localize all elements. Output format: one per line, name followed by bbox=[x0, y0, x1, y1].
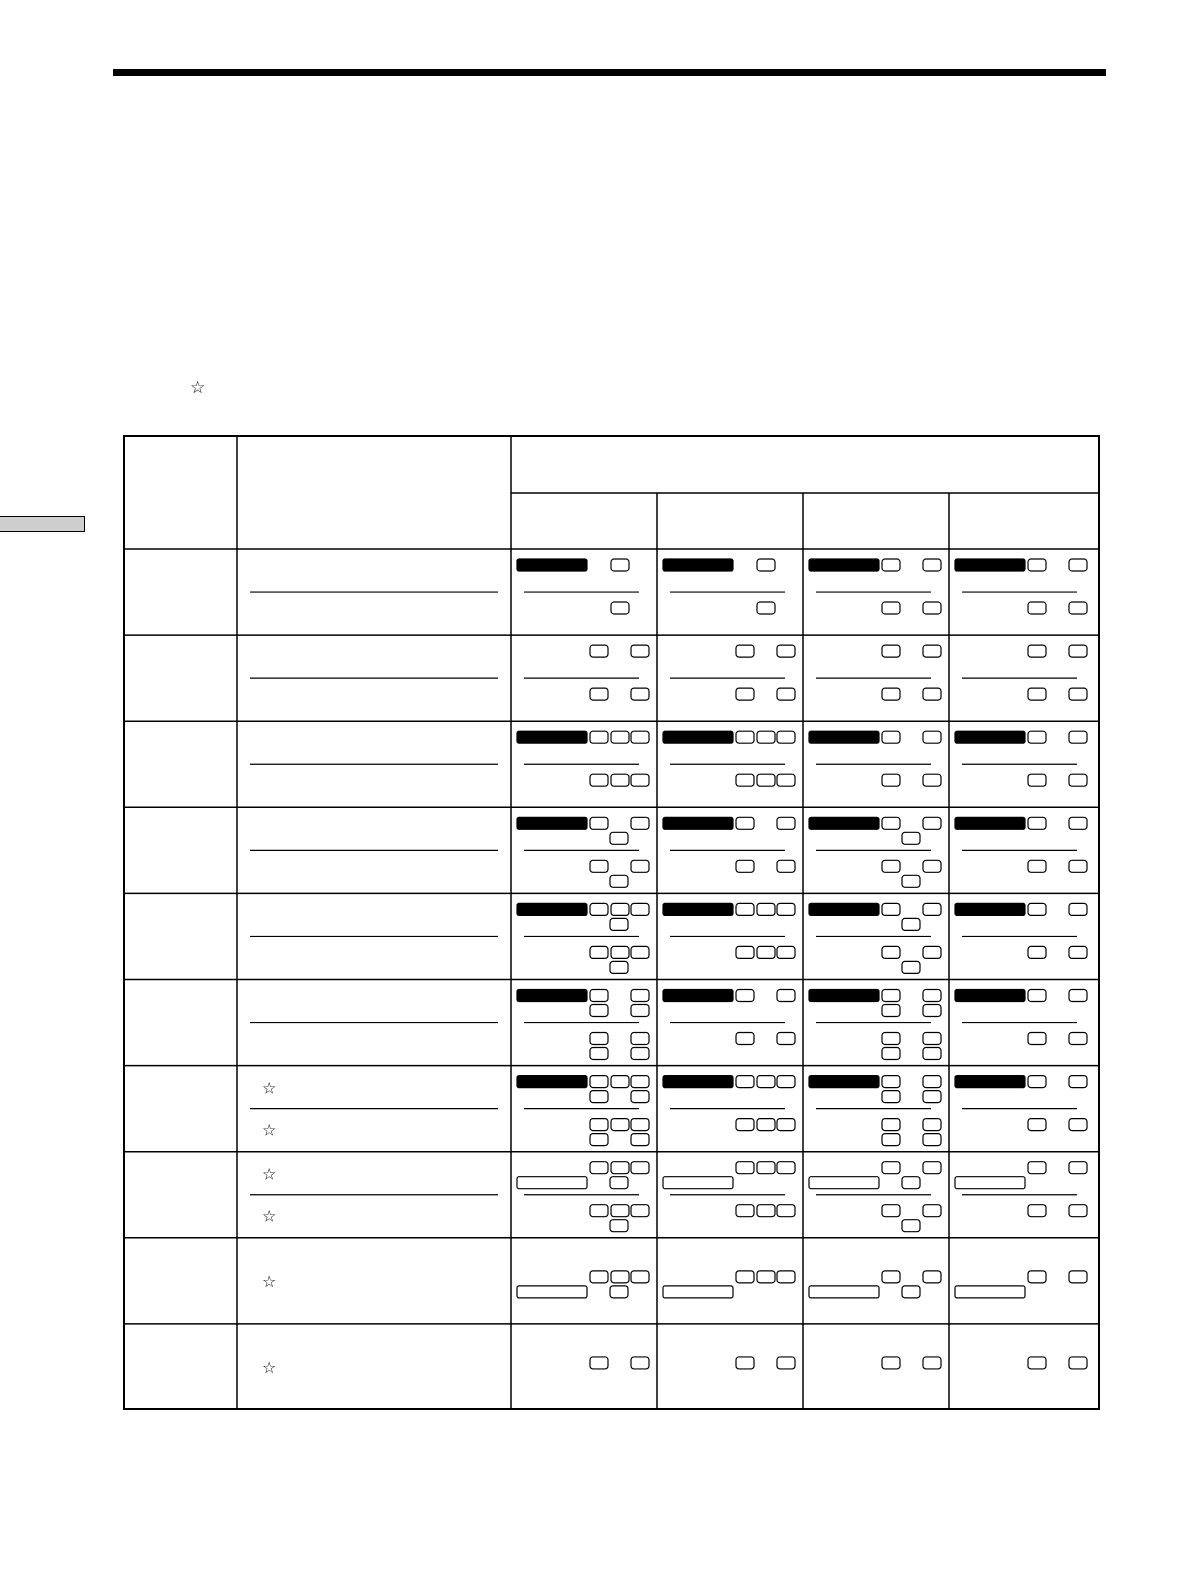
key-box bbox=[590, 946, 608, 958]
key-box bbox=[590, 731, 608, 743]
key-box bbox=[757, 774, 775, 786]
key-box bbox=[590, 990, 608, 1002]
filled-bar-segment bbox=[809, 903, 879, 915]
key-box bbox=[902, 1177, 920, 1189]
key-box bbox=[631, 774, 649, 786]
key-box bbox=[777, 817, 795, 829]
key-box bbox=[736, 688, 754, 700]
key-box bbox=[923, 1119, 941, 1131]
key-box bbox=[1028, 946, 1046, 958]
key-box bbox=[1028, 903, 1046, 915]
key-box bbox=[882, 1205, 900, 1217]
key-box bbox=[1028, 774, 1046, 786]
key-box bbox=[757, 559, 775, 571]
filled-bar-segment bbox=[517, 903, 587, 915]
filled-bar-segment bbox=[517, 559, 587, 571]
key-box bbox=[923, 731, 941, 743]
key-box bbox=[590, 1271, 608, 1283]
key-box bbox=[631, 860, 649, 872]
key-box bbox=[631, 731, 649, 743]
outline-bar-segment bbox=[955, 1177, 1025, 1189]
filled-bar-segment bbox=[955, 1076, 1025, 1088]
key-box bbox=[610, 1220, 628, 1232]
key-box bbox=[757, 602, 775, 614]
key-box bbox=[736, 1162, 754, 1174]
key-box bbox=[610, 875, 628, 887]
key-box bbox=[882, 645, 900, 657]
key-box bbox=[611, 946, 629, 958]
key-box bbox=[882, 1271, 900, 1283]
filled-bar-segment bbox=[809, 559, 879, 571]
key-box bbox=[1069, 1119, 1087, 1131]
key-box bbox=[777, 1205, 795, 1217]
key-box bbox=[777, 1076, 795, 1088]
key-box bbox=[777, 1162, 795, 1174]
star-outline-icon: ☆ bbox=[262, 1357, 277, 1377]
key-box bbox=[1069, 946, 1087, 958]
star-outline-icon: ☆ bbox=[262, 1206, 277, 1226]
key-box bbox=[590, 860, 608, 872]
key-box bbox=[631, 1205, 649, 1217]
key-box bbox=[902, 918, 920, 930]
key-box bbox=[1069, 1076, 1087, 1088]
key-box bbox=[923, 946, 941, 958]
key-box bbox=[590, 1005, 608, 1017]
key-box bbox=[882, 731, 900, 743]
key-box bbox=[923, 774, 941, 786]
key-box bbox=[777, 731, 795, 743]
key-box bbox=[882, 602, 900, 614]
key-box bbox=[1028, 1119, 1046, 1131]
outline-bar-segment bbox=[955, 1286, 1025, 1298]
key-box bbox=[1028, 602, 1046, 614]
key-box bbox=[1069, 860, 1087, 872]
filled-bar-segment bbox=[663, 559, 733, 571]
key-box bbox=[611, 1119, 629, 1131]
key-box bbox=[736, 774, 754, 786]
key-box bbox=[902, 1220, 920, 1232]
key-box bbox=[923, 817, 941, 829]
segment-display-table bbox=[123, 435, 1100, 1410]
key-box bbox=[923, 1091, 941, 1103]
key-box bbox=[1028, 1162, 1046, 1174]
key-box bbox=[631, 1271, 649, 1283]
key-box bbox=[736, 645, 754, 657]
key-box bbox=[611, 602, 629, 614]
key-box bbox=[923, 903, 941, 915]
filled-bar-segment bbox=[517, 1076, 587, 1088]
key-box bbox=[923, 688, 941, 700]
outline-bar-segment bbox=[517, 1286, 587, 1298]
key-box bbox=[923, 990, 941, 1002]
key-box bbox=[1028, 645, 1046, 657]
filled-bar-segment bbox=[663, 731, 733, 743]
key-box bbox=[923, 559, 941, 571]
key-box bbox=[590, 645, 608, 657]
key-box bbox=[1028, 1205, 1046, 1217]
key-box bbox=[590, 1205, 608, 1217]
key-box bbox=[736, 1357, 754, 1369]
key-box bbox=[777, 1357, 795, 1369]
key-box bbox=[1028, 990, 1046, 1002]
key-box bbox=[1028, 817, 1046, 829]
filled-bar-segment bbox=[517, 731, 587, 743]
key-box bbox=[631, 1076, 649, 1088]
key-box bbox=[590, 1119, 608, 1131]
key-box bbox=[610, 1177, 628, 1189]
key-box bbox=[631, 1162, 649, 1174]
key-box bbox=[631, 1033, 649, 1045]
key-box bbox=[1069, 1357, 1087, 1369]
key-box bbox=[1069, 731, 1087, 743]
filled-bar-segment bbox=[955, 817, 1025, 829]
key-box bbox=[611, 1076, 629, 1088]
key-box bbox=[631, 903, 649, 915]
key-box bbox=[590, 688, 608, 700]
key-box bbox=[590, 1076, 608, 1088]
key-box bbox=[757, 1205, 775, 1217]
key-box bbox=[923, 1134, 941, 1146]
filled-bar-segment bbox=[955, 731, 1025, 743]
key-box bbox=[736, 817, 754, 829]
key-box bbox=[777, 903, 795, 915]
key-box bbox=[1028, 860, 1046, 872]
key-box bbox=[631, 1048, 649, 1060]
key-box bbox=[882, 946, 900, 958]
key-box bbox=[882, 1162, 900, 1174]
star-outline-icon: ☆ bbox=[262, 1271, 277, 1291]
key-box bbox=[882, 1091, 900, 1103]
key-box bbox=[923, 1162, 941, 1174]
key-box bbox=[631, 688, 649, 700]
key-box bbox=[1069, 990, 1087, 1002]
filled-bar-segment bbox=[517, 817, 587, 829]
key-box bbox=[923, 1048, 941, 1060]
key-box bbox=[923, 860, 941, 872]
star-outline-icon: ☆ bbox=[262, 1120, 277, 1140]
key-box bbox=[882, 990, 900, 1002]
key-box bbox=[882, 1357, 900, 1369]
key-box bbox=[923, 1357, 941, 1369]
filled-bar-segment bbox=[663, 990, 733, 1002]
filled-bar-segment bbox=[663, 817, 733, 829]
key-box bbox=[631, 1357, 649, 1369]
key-box bbox=[610, 832, 628, 844]
key-box bbox=[882, 1134, 900, 1146]
key-box bbox=[757, 1119, 775, 1131]
key-box bbox=[590, 1357, 608, 1369]
key-box bbox=[923, 1005, 941, 1017]
key-box bbox=[757, 946, 775, 958]
filled-bar-segment bbox=[809, 817, 879, 829]
key-box bbox=[1069, 602, 1087, 614]
key-box bbox=[611, 731, 629, 743]
key-box bbox=[777, 990, 795, 1002]
key-box bbox=[777, 1271, 795, 1283]
outline-bar-segment bbox=[809, 1286, 879, 1298]
key-box bbox=[1028, 1076, 1046, 1088]
key-box bbox=[1069, 559, 1087, 571]
star-outline-icon: ☆ bbox=[262, 1078, 277, 1098]
key-box bbox=[736, 1271, 754, 1283]
key-box bbox=[882, 860, 900, 872]
key-box bbox=[777, 645, 795, 657]
key-box bbox=[611, 559, 629, 571]
key-box bbox=[777, 1119, 795, 1131]
key-box bbox=[757, 1162, 775, 1174]
key-box bbox=[1069, 1271, 1087, 1283]
key-box bbox=[631, 1091, 649, 1103]
key-box bbox=[631, 990, 649, 1002]
key-box bbox=[757, 731, 775, 743]
key-box bbox=[736, 1033, 754, 1045]
key-box bbox=[611, 903, 629, 915]
key-box bbox=[611, 1271, 629, 1283]
key-box bbox=[882, 817, 900, 829]
key-box bbox=[736, 860, 754, 872]
key-box bbox=[590, 1162, 608, 1174]
key-box bbox=[757, 1271, 775, 1283]
key-box bbox=[923, 645, 941, 657]
key-box bbox=[882, 1119, 900, 1131]
key-box bbox=[1069, 688, 1087, 700]
key-box bbox=[1069, 1162, 1087, 1174]
key-box bbox=[610, 1286, 628, 1298]
key-box bbox=[736, 990, 754, 1002]
section-tab bbox=[0, 516, 85, 532]
key-box bbox=[923, 1076, 941, 1088]
filled-bar-segment bbox=[517, 990, 587, 1002]
key-box bbox=[631, 946, 649, 958]
outline-bar-segment bbox=[663, 1177, 733, 1189]
filled-bar-segment bbox=[955, 990, 1025, 1002]
key-box bbox=[610, 961, 628, 973]
key-box bbox=[1028, 688, 1046, 700]
key-box bbox=[777, 688, 795, 700]
key-box bbox=[882, 1005, 900, 1017]
key-box bbox=[736, 1205, 754, 1217]
key-box bbox=[757, 1076, 775, 1088]
key-box bbox=[590, 903, 608, 915]
filled-bar-segment bbox=[809, 990, 879, 1002]
outline-bar-segment bbox=[663, 1286, 733, 1298]
key-box bbox=[923, 602, 941, 614]
key-box bbox=[590, 817, 608, 829]
key-box bbox=[777, 1033, 795, 1045]
filled-bar-segment bbox=[809, 731, 879, 743]
key-box bbox=[882, 688, 900, 700]
key-box bbox=[1069, 774, 1087, 786]
key-box bbox=[777, 774, 795, 786]
key-box bbox=[923, 1205, 941, 1217]
key-box bbox=[1069, 1205, 1087, 1217]
star-outline-icon: ☆ bbox=[190, 378, 206, 398]
key-box bbox=[631, 1134, 649, 1146]
key-box bbox=[882, 1033, 900, 1045]
key-box bbox=[882, 559, 900, 571]
filled-bar-segment bbox=[809, 1076, 879, 1088]
key-box bbox=[923, 1033, 941, 1045]
key-box bbox=[1028, 1357, 1046, 1369]
key-box bbox=[777, 860, 795, 872]
key-box bbox=[1069, 903, 1087, 915]
filled-bar-segment bbox=[955, 903, 1025, 915]
key-box bbox=[736, 1076, 754, 1088]
key-box bbox=[590, 1134, 608, 1146]
key-box bbox=[757, 903, 775, 915]
key-box bbox=[631, 1005, 649, 1017]
key-box bbox=[1028, 1271, 1046, 1283]
key-box bbox=[611, 1205, 629, 1217]
filled-bar-segment bbox=[663, 903, 733, 915]
key-box bbox=[1069, 645, 1087, 657]
key-box bbox=[882, 1048, 900, 1060]
key-box bbox=[736, 1119, 754, 1131]
key-box bbox=[902, 832, 920, 844]
key-box bbox=[611, 774, 629, 786]
key-box bbox=[590, 774, 608, 786]
key-box bbox=[902, 875, 920, 887]
filled-bar-segment bbox=[663, 1076, 733, 1088]
filled-bar-segment bbox=[955, 559, 1025, 571]
key-box bbox=[631, 1119, 649, 1131]
key-box bbox=[590, 1091, 608, 1103]
key-box bbox=[590, 1033, 608, 1045]
key-box bbox=[631, 645, 649, 657]
key-box bbox=[736, 946, 754, 958]
outline-bar-segment bbox=[809, 1177, 879, 1189]
key-box bbox=[923, 1271, 941, 1283]
top-rule bbox=[113, 69, 1106, 76]
key-box bbox=[882, 1076, 900, 1088]
key-box bbox=[610, 918, 628, 930]
key-box bbox=[1069, 1033, 1087, 1045]
key-box bbox=[631, 817, 649, 829]
key-box bbox=[1028, 1033, 1046, 1045]
key-box bbox=[736, 903, 754, 915]
outline-bar-segment bbox=[517, 1177, 587, 1189]
key-box bbox=[1028, 559, 1046, 571]
star-outline-icon: ☆ bbox=[262, 1164, 277, 1184]
key-box bbox=[590, 1048, 608, 1060]
key-box bbox=[777, 946, 795, 958]
key-box bbox=[902, 1286, 920, 1298]
key-box bbox=[736, 731, 754, 743]
key-box bbox=[882, 903, 900, 915]
key-box bbox=[882, 774, 900, 786]
key-box bbox=[1069, 817, 1087, 829]
key-box bbox=[1028, 731, 1046, 743]
key-box bbox=[902, 961, 920, 973]
key-box bbox=[611, 1162, 629, 1174]
